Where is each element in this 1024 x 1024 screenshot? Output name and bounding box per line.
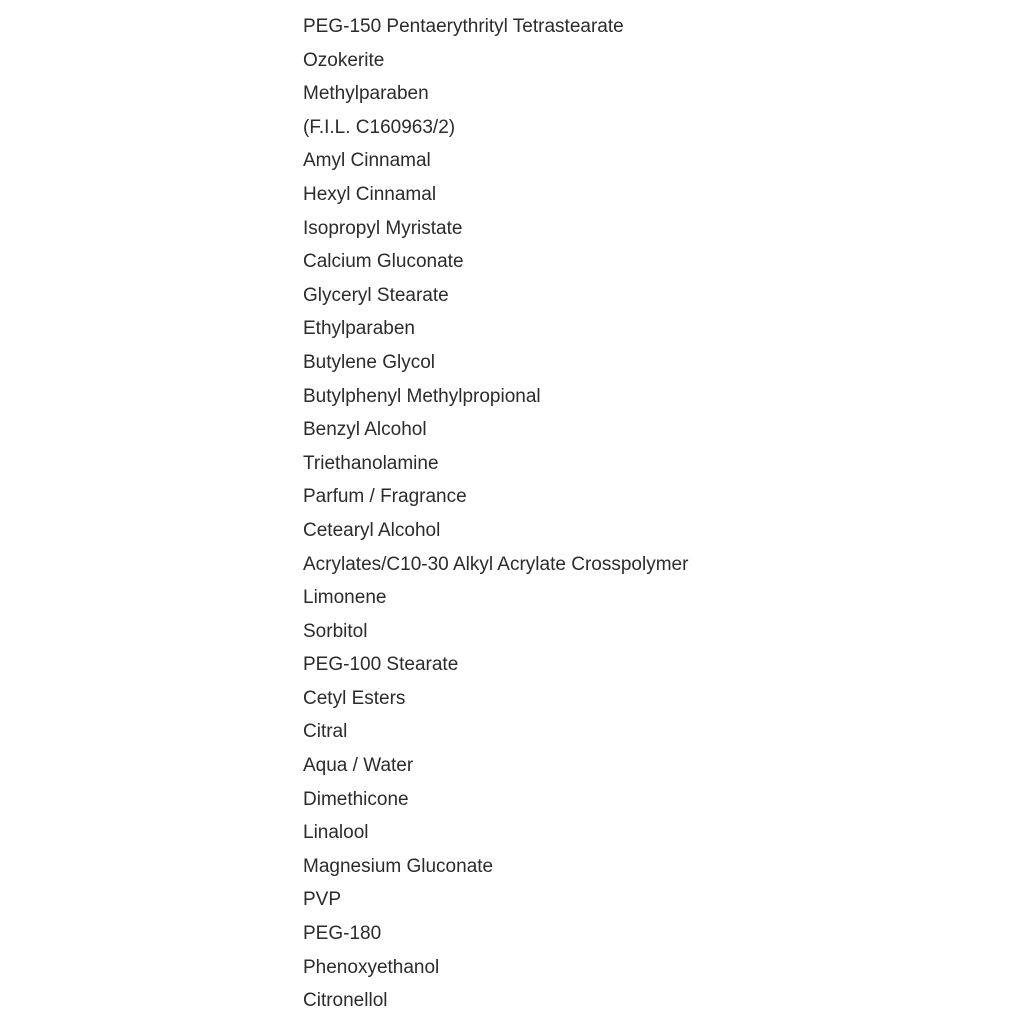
ingredient-item: Ethylparaben xyxy=(303,318,415,340)
ingredient-item: Linalool xyxy=(303,822,369,844)
ingredient-list xyxy=(303,10,688,1018)
ingredient-item: Isopropyl Myristate xyxy=(303,217,463,239)
ingredient-item: Hexyl Cinnamal xyxy=(303,183,437,205)
ingredient-item: Glyceryl Stearate xyxy=(303,284,449,306)
ingredient-item: Parfum / Fragrance xyxy=(303,486,467,508)
ingredient-item: Methylparaben xyxy=(303,83,429,105)
ingredient-item: Dimethicone xyxy=(303,788,409,810)
ingredient-item: Magnesium Gluconate xyxy=(303,855,494,877)
ingredient-item: Triethanolamine xyxy=(303,452,439,474)
ingredient-item: Aqua / Water xyxy=(303,755,414,777)
ingredient-item: Acrylates/C10-30 Alkyl Acrylate Crosspolymer xyxy=(303,553,689,575)
ingredient-item: PEG-100 Stearate xyxy=(303,654,459,676)
ingredient-item: PEG-150 Pentaerythrityl Tetrastearate xyxy=(303,16,624,37)
ingredient-item: Butylphenyl Methylpropional xyxy=(303,385,541,407)
ingredient-item: Citronellol xyxy=(303,990,388,1012)
ingredient-item: Cetyl Esters xyxy=(303,687,406,709)
ingredient-item: Ozokerite xyxy=(303,49,385,71)
ingredient-item: (F.I.L. C160963/2) xyxy=(303,116,456,138)
ingredient-item: PEG-180 xyxy=(303,923,382,945)
ingredient-item: Phenoxyethanol xyxy=(303,956,440,978)
ingredient-item: Cetearyl Alcohol xyxy=(303,519,441,541)
ingredient-item: Sorbitol xyxy=(303,620,368,642)
ingredient-item: Benzyl Alcohol xyxy=(303,419,427,441)
ingredient-item: Limonene xyxy=(303,587,387,609)
ingredient-item: PVP xyxy=(303,889,342,911)
ingredient-item: Butylene Glycol xyxy=(303,351,436,373)
ingredient-item: Amyl Cinnamal xyxy=(303,150,431,172)
ingredient-item: Calcium Gluconate xyxy=(303,251,464,273)
ingredient-item: Citral xyxy=(303,721,348,743)
